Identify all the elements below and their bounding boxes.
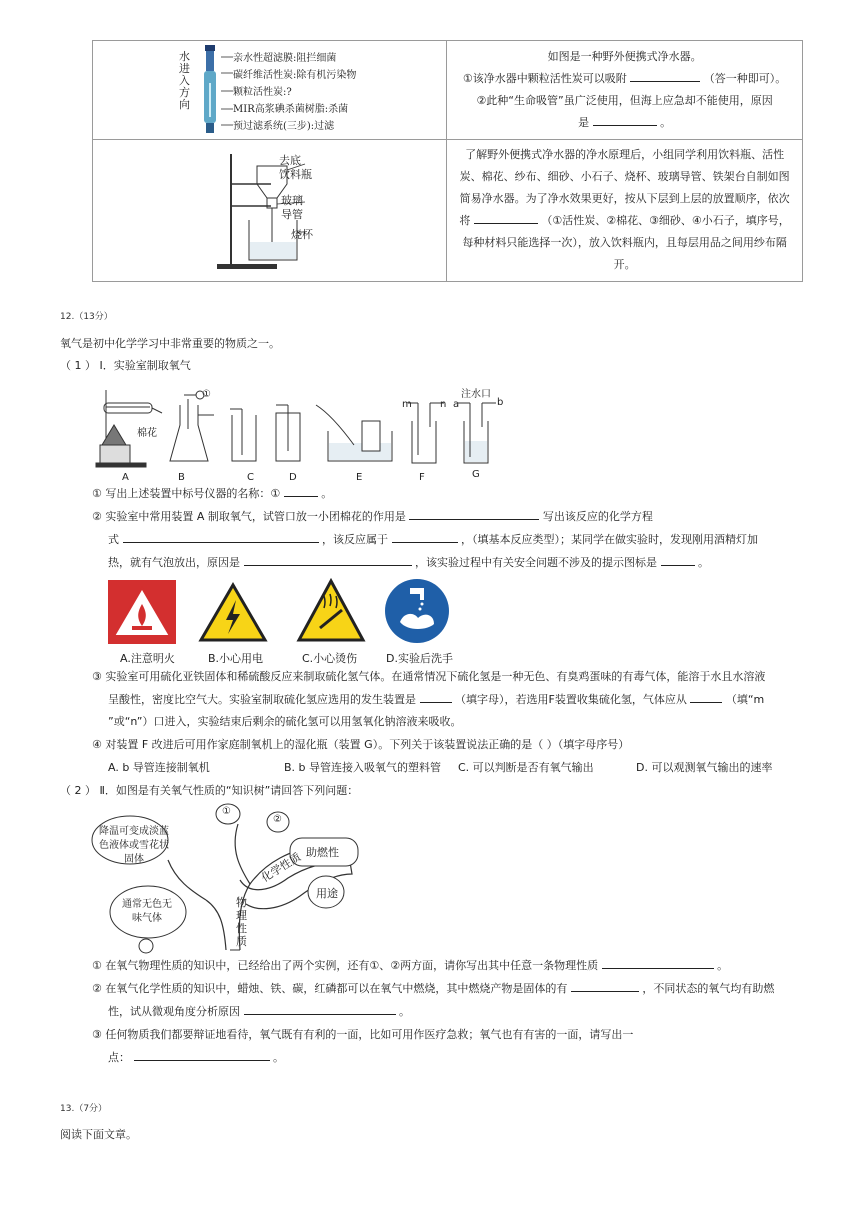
wash-hands-icon: [384, 578, 450, 644]
label-a: A: [122, 472, 129, 483]
q12-t3-line1: ③ 任何物质我们都要辩证地看待，氧气既有有利的一面，比如可用作医疗急救；氧气也有有害的一面，请写出一: [92, 1028, 634, 1041]
apparatus-e: [316, 405, 392, 461]
mark-a: a: [453, 399, 460, 410]
straw-label: MIR高浆碘杀菌树脂:杀菌: [233, 104, 349, 115]
answer-blank[interactable]: [474, 211, 538, 224]
label-e: E: [356, 472, 363, 483]
q12-s4-opt-b[interactable]: B. b 导管连接入吸氧气的塑料管: [284, 761, 442, 774]
q12-part2-title: （ 2 ） Ⅱ．如图是有关氧气性质的“知识树”请回答下列问题：: [60, 784, 359, 797]
tube-label-1: 玻璃: [281, 194, 303, 207]
straw-label: 颗粒活性炭:?: [233, 87, 292, 98]
icon-caption-b: B.小心用电: [208, 652, 264, 665]
water-direction-label: 水进入方向: [179, 50, 190, 111]
answer-blank[interactable]: [284, 484, 318, 497]
icon-caption-a: A.注意明火: [120, 652, 175, 665]
row2-line1: 了解野外便携式净水器的净水原理后，小组同学利用饮料瓶、活性: [465, 148, 785, 161]
q12-t3-line2: 点： 。: [108, 1047, 284, 1069]
straw-label: 预过滤系统(三步):过滤: [233, 121, 335, 132]
answer-blank[interactable]: [571, 979, 639, 992]
straw-labels: [233, 50, 356, 135]
answer-blank[interactable]: [661, 553, 695, 566]
q12-s1: ① 写出上述装置中标号仪器的名称：① 。: [92, 483, 332, 505]
cotton-label: 棉花: [137, 428, 157, 439]
q12-header: 12.（13分）: [60, 312, 113, 322]
q12-s4-opt-c[interactable]: C. 可以判断是否有氧气输出: [458, 761, 594, 774]
answer-blank[interactable]: [392, 530, 458, 543]
mark-inlet: 注水口: [461, 389, 491, 400]
q12-s4-opt-a[interactable]: A. b 导管连接制氧机: [108, 761, 210, 774]
straw-label: 碳纤维活性炭:除有机污染物: [233, 70, 357, 81]
q12-part1-title: （ 1 ） Ⅰ．实验室制取氧气: [60, 359, 191, 372]
label-d: D: [289, 472, 297, 483]
tree-chem-property: 化学性质: [259, 850, 304, 885]
tree-circle-2: ②: [273, 814, 282, 825]
label-g: G: [472, 469, 480, 480]
label-f: F: [419, 472, 425, 483]
row2-line4a: 将: [459, 214, 471, 227]
tree-use: 用途: [316, 887, 338, 900]
fire-warning-icon: [108, 580, 176, 644]
tree-bubble-2: 通常无色无味气体: [122, 899, 172, 924]
q12-s3-line2: 呈酸性，密度比空气大。实验室制取硫化氢应选用的发生装置是 （填字母），若选用F装置收集硫化氢，气体应从 （填“m: [108, 689, 764, 711]
row1-line1: 如图是一种野外便携式净水器。: [547, 50, 702, 63]
answer-blank[interactable]: [123, 530, 319, 543]
row2-line3: 简易净水器。为了净水效果更好，按从下层到上层的放置顺序，依次: [459, 192, 790, 205]
diy-filter-diagram-cell: [93, 140, 447, 282]
row1-line2b: （答一种即可）。: [703, 72, 787, 85]
answer-blank[interactable]: [602, 956, 714, 969]
row1-line4b: 。: [660, 116, 672, 129]
answer-blank[interactable]: [630, 69, 700, 82]
row2-line6: 开。: [613, 258, 636, 271]
row2-line4b: （①活性炭、②棉花、③细砂、④小石子，填序号，: [541, 214, 790, 227]
answer-blank[interactable]: [134, 1048, 270, 1061]
apparatus-d: [276, 405, 300, 461]
beaker-label: 烧杯: [291, 228, 313, 241]
tree-circle-1: ①: [222, 806, 231, 817]
q12-t2-line2: 性，试从微观角度分析原因 。: [108, 1001, 410, 1023]
row1-line4a: 是: [578, 116, 590, 129]
q12-s3-line3: ”或“n”）口进入，实验结束后剩余的硫化氢可以用氢氧化钠溶液来吸收。: [108, 715, 462, 728]
q12-s2-line3: 热，就有气泡放出，原因是 ，该实验过程中有关安全问题不涉及的提示图标是 。: [108, 552, 709, 574]
tree-phys-property: 物理性质: [236, 896, 247, 948]
tree-combustion: 助燃性: [306, 846, 339, 859]
q12-s4-opt-d[interactable]: D. 可以观测氧气输出的速率: [636, 761, 773, 774]
answer-blank[interactable]: [244, 553, 412, 566]
q13-header: 13.（7分）: [60, 1104, 108, 1114]
diy-filter-text-cell: [447, 140, 803, 282]
q12-s2-line1: ② 实验室中常用装置 A 制取氧气，试管口放一小团棉花的作用是 写出该反应的化学方程: [92, 506, 653, 528]
row2-line5: 每种材料只能选择一次），放入饮料瓶内，且每层用品之间用纱布隔: [462, 236, 787, 249]
q12-s3-line1: ③ 实验室可用硫化亚铁固体和稀硫酸反应来制取硫化氢气体。在通常情况下硫化氢是一种无色、有臭鸡蛋味的有毒气体，能溶于水且水溶液: [92, 670, 766, 683]
q12-s2-line2: 式 ，该反应属于 ，（填基本反应类型）；某同学在做实验时，发现刚用酒精灯加: [108, 529, 758, 551]
icon-caption-d: D.实验后洗手: [386, 652, 453, 665]
hot-surface-warning-icon: [296, 578, 366, 644]
q13-intro: 阅读下面文章。: [60, 1128, 137, 1141]
straw-label: 亲水性超滤膜:阻拦细菌: [233, 53, 337, 64]
row2-line2: 炭、棉花、纱布、细砂、小石子、烧杯、玻璃导管、铁架台自制如图: [459, 170, 790, 183]
icon-caption-c: C.小心烫伤: [302, 652, 358, 665]
row1-line3: ②此种“生命吸管”虽广泛使用，但海上应急却不能使用，原因: [476, 94, 773, 107]
q12-intro: 氧气是初中化学学习中非常重要的物质之一。: [60, 337, 280, 350]
mark-n: n: [440, 399, 447, 410]
electric-warning-icon: [198, 582, 268, 644]
row1-line2a: ①该净水器中颗粒活性炭可以吸附: [462, 72, 627, 85]
apparatus-b: [170, 391, 214, 461]
answer-blank[interactable]: [409, 507, 539, 520]
apparatus-g: [458, 403, 496, 463]
apparatus-c: [230, 409, 256, 461]
purifier-table: [92, 40, 803, 282]
apparatus-f: [408, 403, 444, 463]
bottle-label-2: 饮料瓶: [279, 168, 312, 181]
mark-b: b: [497, 397, 504, 408]
answer-blank[interactable]: [593, 113, 657, 126]
mark-m: m: [402, 399, 412, 410]
tree-bubble-1: 降温可变成淡蓝色液体或雪花状固体: [99, 826, 169, 865]
knowledge-tree-illustration: [90, 800, 380, 956]
bottle-label-1: 去底: [279, 154, 301, 167]
straw-diagram-cell: [93, 41, 447, 140]
answer-blank[interactable]: [690, 690, 722, 703]
tube-label-2: 导管: [281, 208, 303, 221]
q12-t1: ① 在氧气物理性质的知识中，已经给出了两个实例，还有①、②两方面，请你写出其中任意一条物理性质 。: [92, 955, 728, 977]
label-c: C: [247, 472, 254, 483]
q12-s4-line1: ④ 对装置 F 改进后可用作家庭制氧机上的湿化瓶（装置 G）。下列关于该装置说法正确的是（ ）（填字母序号）: [92, 738, 630, 751]
straw-text-cell: [447, 41, 803, 140]
mark-circle1: ①: [202, 389, 211, 400]
q12-t2-line1: ② 在氧气化学性质的知识中，蜡烛、铁、碳，红磷都可以在氧气中燃烧，其中燃烧产物是固体的有 ，不同状态的氧气均有助燃: [92, 978, 774, 1000]
label-b: B: [178, 472, 185, 483]
answer-blank[interactable]: [420, 690, 452, 703]
answer-blank[interactable]: [244, 1002, 396, 1015]
